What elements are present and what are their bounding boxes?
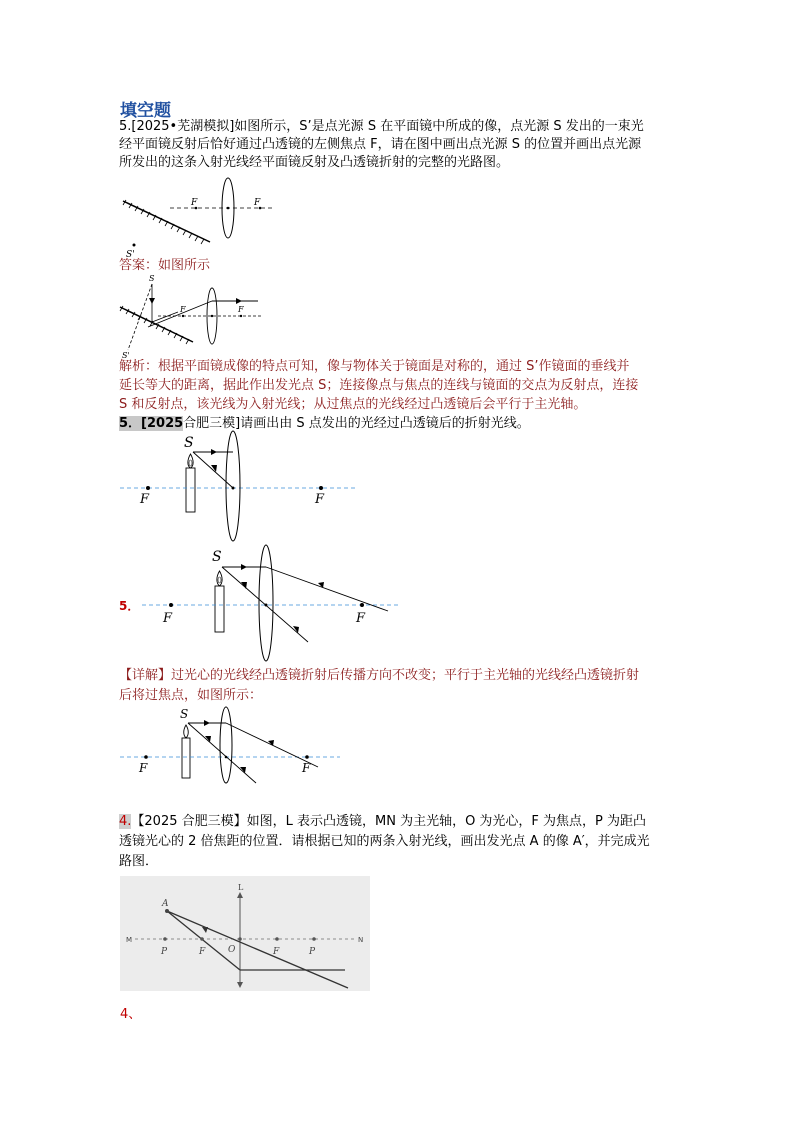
q3-m-label: M xyxy=(126,936,133,944)
q3-line-3: 路图． xyxy=(119,854,159,869)
q1-answer-text: 答案：如图所示 xyxy=(119,258,211,273)
q3-p-right-label: P xyxy=(309,947,316,957)
q2-det-f-left-label: F xyxy=(139,761,148,775)
q2-number: 5．[2025 xyxy=(119,416,184,431)
q3-f-right-label: F xyxy=(273,947,280,957)
q1-line-3: 所发出的这条入射光线经平面镜反射及凸透镜折射的完整的光路图。 xyxy=(119,155,510,170)
q1-ans-f-right-label: F xyxy=(238,305,244,314)
q1-analysis-line-1: 解析：根据平面镜成像的特点可知，像与物体关于镜面是对称的，通过 S’作镜面的垂线并 xyxy=(119,359,630,374)
q2-f-left-label: F xyxy=(140,492,150,507)
q2-det-s-label: S xyxy=(180,707,189,721)
q3-o-label: O xyxy=(228,945,236,955)
q2-figure xyxy=(118,432,363,544)
q3-line-1: 【2025 合肥三模】如图，L 表示凸透镜，MN 为主光轴，O 为光心，F 为焦点，P 为距凸 xyxy=(131,814,647,829)
q1-answer-figure xyxy=(118,272,268,362)
q3-number: 4. xyxy=(119,814,132,829)
q3-l-label: L xyxy=(238,883,244,892)
q2-detail-line-1: 【详解】过光心的光线经凸透镜折射后传播方向不改变；平行于主光轴的光线经凸透镜折射 xyxy=(119,668,640,683)
q1-ans-s-prime-label: S' xyxy=(122,351,130,360)
q1-line-1: 5.[2025•芜湖模拟]如图所示，S’是点光源 S 在平面镜中所成的像，点光源 S 发出的一束光 xyxy=(119,119,644,134)
q3-n-label: N xyxy=(358,936,364,944)
q1-ans-s-label: S xyxy=(149,274,155,283)
q2-s-label: S xyxy=(184,435,194,451)
q1-analysis-line-2: 延长等大的距离，据此作出发光点 S；连接像点与焦点的连线与镜面的交点为反射点，连接 xyxy=(119,378,639,393)
q3-a-label: A xyxy=(162,899,169,909)
q2-answer-figure xyxy=(140,545,402,667)
q1-f-left-label: F xyxy=(191,198,198,208)
q1-analysis-line-3: S 和反射点，该光线为入射光线；从过焦点的光线经过凸透镜后会平行于主光轴。 xyxy=(119,397,587,412)
q3-figure xyxy=(120,876,370,991)
q1-f-right-label: F xyxy=(254,198,261,208)
q3-answer-number: 4、 xyxy=(120,1007,142,1022)
q2-ans-s-label: S xyxy=(212,549,222,565)
q2-detail-figure xyxy=(118,705,343,783)
q2-ans-f-left-label: F xyxy=(163,611,173,626)
q2-text: 合肥三模]请画出由 S 点发出的光经过凸透镜后的折射光线。 xyxy=(183,416,530,431)
q2-f-right-label: F xyxy=(315,492,325,507)
q2-detail-line-2: 后将过焦点，如图所示： xyxy=(119,688,263,703)
q1-s-prime-label: S' xyxy=(126,250,135,260)
q2-ans-f-right-label: F xyxy=(356,611,366,626)
q1-ans-f-label: F xyxy=(180,305,186,314)
q2-answer-number: 5． xyxy=(119,599,140,613)
q3-p-left-label: P xyxy=(161,947,168,957)
q3-line-2: 透镜光心的 2 倍焦距的位置．请根据已知的两条入射光线，画出发光点 A 的像 A′，并完成光 xyxy=(119,834,650,849)
q1-figure xyxy=(118,175,278,260)
q3-f-left-label: F xyxy=(199,947,206,957)
q1-line-2: 经平面镜反射后恰好通过凸透镜的左侧焦点 F，请在图中画出点光源 S 的位置并画出点光源 xyxy=(119,137,642,152)
q2-det-f-right-label: F xyxy=(302,761,311,775)
section-title: 填空题 xyxy=(120,101,171,121)
